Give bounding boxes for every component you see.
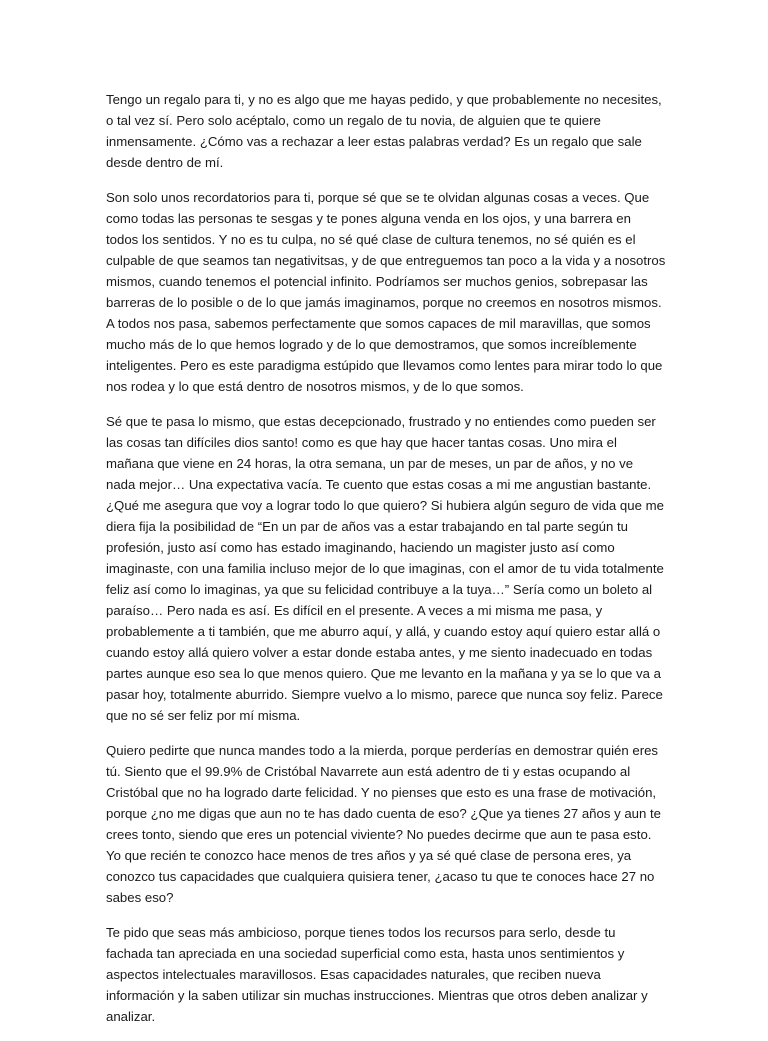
paragraph-3: Sé que te pasa lo mismo, que estas decepcionado, frustrado y no entiendes como pueden ser las cosas tan difíciles dios santo! como es que hay que hacer tantas cosas. Uno mira el mañana que viene en 24 horas, la otra semana, un par de meses, un par de años, y no ve nada mejor… Una expectativa vacía. Te cuento que estas cosas a mi me angustian bastante. ¿Qué me asegura que voy a lograr todo lo que quiero? Si hubiera algún seguro de vida que me diera fija la posibilidad de “En un par de años vas a estar trabajando en tal parte según tu profesión, justo así como has estado imaginando, haciendo un magister justo así como imaginaste, con una familia incluso mejor de lo que imaginas, con el amor de tu vida totalmente feliz así como lo imaginas, ya que su felicidad contribuye a la tuya…” Sería como un boleto al paraíso… Pero nada es así. Es difícil en el presente. A veces a mi misma me pasa, y probablemente a ti también, que me aburro aquí, y allá, y cuando estoy aquí quiero estar allá o cuando estoy allá quiero volver a estar donde estaba antes, y me siento inadecuado en todas partes aunque eso sea lo que menos quiero. Que me levanto en la mañana y ya se lo que va a pasar hoy, totalmente aburrido. Siempre vuelvo a lo mismo, parece que nunca soy feliz. Parece que no sé ser feliz por mí misma. [106, 414, 664, 723]
document-page [106, 89, 666, 1041]
paragraph-2: Son solo unos recordatorios para ti, porque sé que se te olvidan algunas cosas a veces. Que como todas las personas te sesgas y te pones alguna venda en los ojos, y una barrera en todos los sentidos. Y no es tu culpa, no sé qué clase de cultura tenemos, no sé quién es el culpable de que seamos tan negativitsas, y de que entreguemos tan poco a la vida y a nosotros mismos, cuando tenemos el potencial infinito. Podríamos ser muchos genios, sobrepasar las barreras de lo posible o de lo que jamás imaginamos, porque no creemos en nosotros mismos. A todos nos pasa, sabemos perfectamente que somos capaces de mil maravillas, que somos mucho más de lo que hemos logrado y de lo que demostramos, que somos increíblemente inteligentes. Pero es este paradigma estúpido que llevamos como lentes para mirar todo lo que nos rodea y lo que está dentro de nosotros mismos, y de lo que somos. [106, 190, 666, 394]
paragraph-5: Te pido que seas más ambicioso, porque tienes todos los recursos para serlo, desde tu fachada tan apreciada en una sociedad superficial como esta, hasta unos sentimientos y aspectos intelectuales maravillosos. Esas capacidades naturales, que reciben nueva información y la saben utilizar sin muchas instrucciones. Mientras que otros deben analizar y analizar. [106, 925, 648, 1024]
paragraph-4: Quiero pedirte que nunca mandes todo a la mierda, porque perderías en demostrar quién eres tú. Siento que el 99.9% de Cristóbal Navarrete aun está adentro de ti y estas ocupando al Cristóbal que no ha logrado darte felicidad. Y no pienses que esto es una frase de motivación, porque ¿no me digas que aun no te has dado cuenta de eso? ¿Que ya tienes 27 años y aun te crees tonto, siendo que eres un potencial viviente? No puedes decirme que aun te pasa esto. Yo que recién te conozco hace menos de tres años y ya sé qué clase de persona eres, ya conozco tus capacidades que cualquiera quisiera tener, ¿acaso tu que te conoces hace 27 no sabes eso? [106, 743, 662, 905]
paragraph-1: Tengo un regalo para ti, y no es algo que me hayas pedido, y que probablemente no necesites, o tal vez sí. Pero solo acéptalo, como un regalo de tu novia, de alguien que te quiere inmensamente. ¿Cómo vas a rechazar a leer estas palabras verdad? Es un regalo que sale desde dentro de mí. [106, 92, 662, 170]
